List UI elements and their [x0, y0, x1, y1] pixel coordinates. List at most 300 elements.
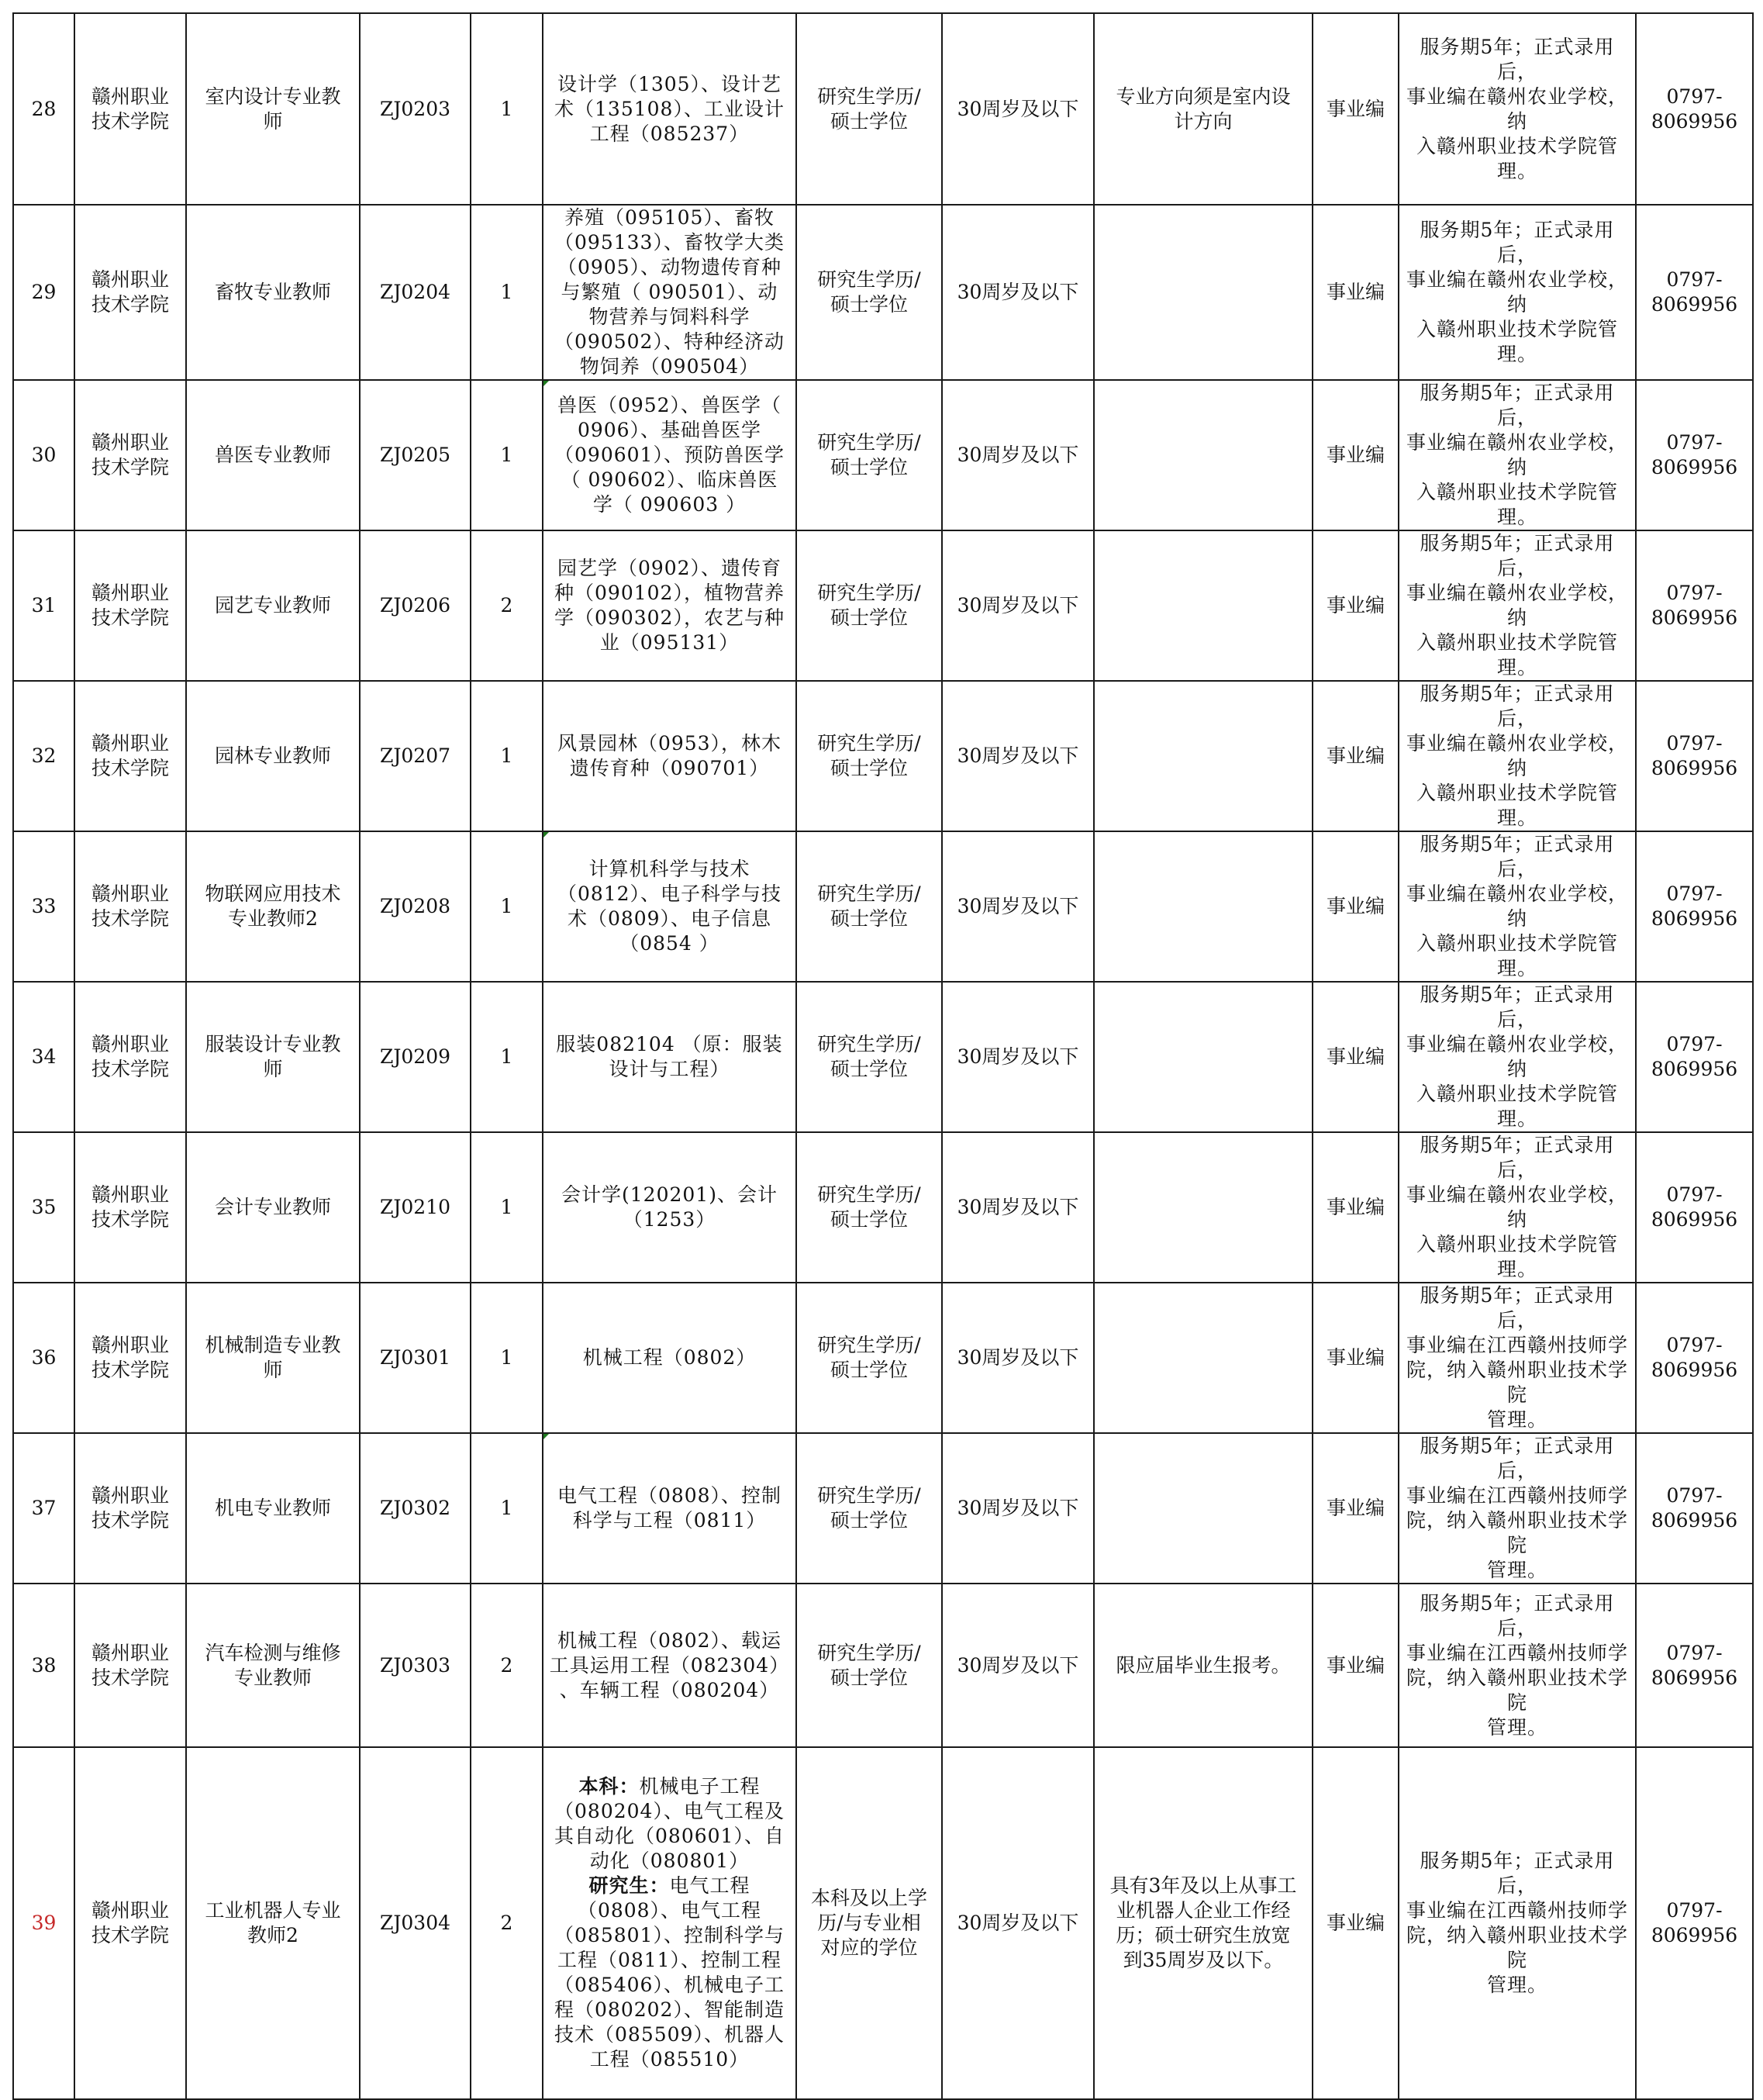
staffing-type-cell: 事业编 — [1313, 1584, 1399, 1747]
major-text: （085801）、控制科学与 — [554, 1924, 785, 1946]
table-row — [13, 1132, 1753, 1283]
staffing-type-cell: 事业编 — [1313, 530, 1399, 681]
row-number-cell: 36 — [13, 1283, 74, 1433]
major-text: 会计学(120201)、会计 — [561, 1183, 778, 1206]
other-requirements-cell — [1094, 380, 1313, 530]
major-line — [548, 418, 791, 443]
post-line: 机械制造专业教 — [205, 1334, 341, 1356]
education-line: 研究生学历/ — [817, 1484, 921, 1507]
remarks-line: 服务期5年；正式录用后， — [1420, 382, 1615, 429]
other-requirements-line: 到35周岁及以下。 — [1123, 1949, 1284, 1971]
table-row — [13, 205, 1753, 380]
major-cell — [543, 831, 796, 982]
major-cell — [543, 530, 796, 681]
phone-line: 8069956 — [1651, 757, 1738, 779]
education-cell — [796, 681, 942, 831]
education-line: 硕士学位 — [830, 907, 908, 930]
other-requirements-cell — [1094, 681, 1313, 831]
phone-cell — [1636, 982, 1753, 1132]
remarks-cell — [1399, 380, 1636, 530]
unit-line: 赣州职业 — [91, 732, 169, 755]
code-cell: ZJ0205 — [360, 380, 471, 530]
unit-cell — [74, 1747, 186, 2099]
phone-cell — [1636, 380, 1753, 530]
major-text: 动化（080801） — [589, 1850, 750, 1872]
major-line — [548, 393, 791, 418]
phone-line: 8069956 — [1651, 1666, 1738, 1689]
major-text: 其自动化（080601）、自 — [554, 1825, 785, 1847]
major-line — [548, 492, 791, 517]
major-line — [548, 907, 791, 931]
unit-line: 赣州职业 — [91, 268, 169, 291]
major-line — [548, 1874, 791, 1898]
phone-line: 8069956 — [1651, 1509, 1738, 1532]
count-cell: 1 — [471, 1433, 543, 1584]
row-number-cell: 39 — [13, 1747, 74, 2099]
count-cell: 1 — [471, 380, 543, 530]
comment-marker-icon — [543, 381, 549, 386]
phone-cell — [1636, 831, 1753, 982]
unit-line: 赣州职业 — [91, 1899, 169, 1922]
education-cell — [796, 13, 942, 205]
post-line: 园林专业教师 — [214, 744, 331, 767]
other-requirements-line: 历；硕士研究生放宽 — [1116, 1924, 1291, 1946]
post-cell — [186, 982, 360, 1132]
unit-line: 技术学院 — [91, 1666, 169, 1689]
major-cell — [543, 380, 796, 530]
unit-cell — [74, 1283, 186, 1433]
remarks-line: 事业编在江西赣州技师学 — [1406, 1484, 1628, 1507]
unit-cell — [74, 982, 186, 1132]
education-line: 硕士学位 — [830, 1666, 908, 1689]
other-requirements-cell — [1094, 1433, 1313, 1584]
education-cell — [796, 831, 942, 982]
post-cell — [186, 1433, 360, 1584]
other-requirements-cell — [1094, 1747, 1313, 2099]
remarks-cell — [1399, 13, 1636, 205]
code-cell: ZJ0204 — [360, 205, 471, 380]
phone-line: 8069956 — [1651, 1058, 1738, 1080]
post-cell — [186, 1132, 360, 1283]
post-line: 专业教师 — [233, 1666, 312, 1689]
phone-line: 0797- — [1666, 85, 1723, 108]
major-line — [548, 1508, 791, 1533]
major-cell — [543, 1283, 796, 1433]
education-line: 硕士学位 — [830, 293, 908, 316]
major-text: 工程（085237） — [589, 122, 750, 145]
phone-line: 8069956 — [1651, 293, 1738, 316]
major-line — [548, 2047, 791, 2072]
age-cell: 30周岁及以下 — [942, 205, 1094, 380]
education-line: 研究生学历/ — [817, 1641, 921, 1664]
staffing-type-cell: 事业编 — [1313, 13, 1399, 205]
major-line — [548, 1923, 791, 1948]
post-line: 机电专业教师 — [214, 1497, 331, 1519]
unit-cell — [74, 681, 186, 831]
count-cell: 2 — [471, 1747, 543, 2099]
count-cell: 1 — [471, 1283, 543, 1433]
post-cell — [186, 13, 360, 205]
code-cell: ZJ0303 — [360, 1584, 471, 1747]
major-text: 物营养与饲料科学 — [588, 306, 750, 328]
major-text: 园艺学（0902）、遗传育 — [557, 557, 782, 579]
unit-line: 赣州职业 — [91, 582, 169, 604]
other-requirements-line: 计方向 — [1174, 109, 1233, 133]
major-line — [548, 280, 791, 305]
education-line: 硕士学位 — [830, 1509, 908, 1532]
remarks-line: 事业编在赣州农业学校，纳 — [1406, 582, 1628, 629]
remarks-cell — [1399, 1433, 1636, 1584]
other-requirements-cell — [1094, 530, 1313, 681]
other-requirements-cell — [1094, 205, 1313, 380]
remarks-line: 管理。 — [1486, 1559, 1547, 1581]
count-cell: 1 — [471, 831, 543, 982]
post-cell — [186, 1747, 360, 2099]
remarks-line: 入赣州职业技术学院管理。 — [1416, 1083, 1618, 1130]
unit-line: 技术学院 — [91, 1058, 169, 1080]
unit-cell — [74, 205, 186, 380]
other-requirements-line: 专业方向须是室内设 — [1116, 85, 1291, 108]
remarks-line: 服务期5年；正式录用后， — [1420, 35, 1615, 83]
remarks-line: 院，纳入赣州职业技术学院 — [1406, 1359, 1628, 1406]
post-cell — [186, 1584, 360, 1747]
code-cell: ZJ0203 — [360, 13, 471, 205]
major-cell — [543, 13, 796, 205]
post-line: 物联网应用技术 — [205, 882, 341, 905]
age-cell: 30周岁及以下 — [942, 831, 1094, 982]
post-line: 工业机器人专业 — [205, 1899, 341, 1922]
remarks-line: 入赣州职业技术学院管理。 — [1416, 318, 1618, 365]
major-text: 机械工程（0802） — [582, 1346, 757, 1369]
major-text: （0808）、电气工程 — [577, 1899, 762, 1922]
unit-cell — [74, 1433, 186, 1584]
major-line — [548, 1799, 791, 1824]
phone-cell — [1636, 530, 1753, 681]
major-line — [548, 1653, 791, 1678]
post-cell — [186, 380, 360, 530]
remarks-line: 事业编在江西赣州技师学 — [1406, 1641, 1628, 1664]
major-line — [548, 2022, 791, 2047]
major-text: 技术（085509）、机器人 — [554, 2023, 785, 2046]
major-text: 工程（0811）、控制工程 — [557, 1949, 782, 1971]
other-requirements-cell — [1094, 982, 1313, 1132]
unit-line: 技术学院 — [91, 907, 169, 930]
major-line — [548, 230, 791, 255]
count-cell: 2 — [471, 1584, 543, 1747]
unit-line: 技术学院 — [91, 293, 169, 316]
major-text: （090601）、预防兽医学 — [554, 444, 785, 466]
major-line — [548, 1345, 791, 1370]
table-row — [13, 1584, 1753, 1747]
education-line: 研究生学历/ — [817, 268, 921, 291]
age-cell: 30周岁及以下 — [942, 982, 1094, 1132]
table-row — [13, 1747, 1753, 2099]
remarks-line: 服务期5年；正式录用后， — [1420, 1134, 1615, 1181]
major-line — [548, 630, 791, 655]
major-line — [548, 1849, 791, 1874]
phone-line: 8069956 — [1651, 456, 1738, 478]
unit-cell — [74, 831, 186, 982]
phone-cell — [1636, 1584, 1753, 1747]
education-cell — [796, 982, 942, 1132]
remarks-cell — [1399, 1584, 1636, 1747]
education-line: 硕士学位 — [830, 1058, 908, 1080]
education-line: 历/与专业相 — [817, 1912, 921, 1934]
remarks-line: 服务期5年；正式录用后， — [1420, 1591, 1615, 1639]
education-line: 本科及以上学 — [810, 1887, 927, 1909]
unit-line: 赣州职业 — [91, 1641, 169, 1664]
phone-cell — [1636, 1433, 1753, 1584]
remarks-cell — [1399, 982, 1636, 1132]
education-line: 研究生学历/ — [817, 882, 921, 905]
staffing-type-cell: 事业编 — [1313, 831, 1399, 982]
major-line — [548, 97, 791, 122]
major-text: 兽医（0952）、兽医学（ — [557, 394, 782, 416]
row-number-cell: 30 — [13, 380, 74, 530]
major-text: 养殖（095105）、畜牧 — [564, 206, 775, 229]
phone-line: 0797- — [1666, 431, 1723, 454]
unit-line: 技术学院 — [91, 1359, 169, 1381]
code-cell: ZJ0208 — [360, 831, 471, 982]
age-cell: 30周岁及以下 — [942, 530, 1094, 681]
post-cell — [186, 831, 360, 982]
major-cell — [543, 1747, 796, 2099]
major-line — [548, 206, 791, 230]
other-requirements-cell — [1094, 1584, 1313, 1747]
phone-line: 0797- — [1666, 1899, 1723, 1922]
post-cell — [186, 205, 360, 380]
row-number-cell: 31 — [13, 530, 74, 681]
unit-line: 赣州职业 — [91, 85, 169, 108]
major-line — [548, 1629, 791, 1653]
unit-line: 技术学院 — [91, 1924, 169, 1946]
major-line — [548, 305, 791, 330]
remarks-cell — [1399, 1283, 1636, 1433]
phone-line: 8069956 — [1651, 1208, 1738, 1231]
major-line — [548, 443, 791, 468]
remarks-line: 服务期5年；正式录用后， — [1420, 833, 1615, 880]
major-text: 遗传育种（090701） — [569, 757, 770, 779]
count-cell: 1 — [471, 205, 543, 380]
age-cell: 30周岁及以下 — [942, 13, 1094, 205]
remarks-line: 事业编在江西赣州技师学 — [1406, 1334, 1628, 1356]
remarks-line: 服务期5年；正式录用后， — [1420, 532, 1615, 579]
code-cell: ZJ0209 — [360, 982, 471, 1132]
table-row — [13, 982, 1753, 1132]
major-text: 工具运用工程（082304） — [549, 1653, 790, 1677]
major-text: 程（080202）、智能制造 — [554, 1998, 785, 2021]
unit-line: 赣州职业 — [91, 431, 169, 454]
phone-cell — [1636, 681, 1753, 831]
education-line: 硕士学位 — [830, 606, 908, 629]
major-heading: 本科： — [578, 1775, 640, 1798]
major-line — [548, 122, 791, 147]
other-requirements-line: 业机器人企业工作经 — [1116, 1899, 1291, 1922]
major-text: 电气工程（0808）、控制 — [557, 1484, 782, 1507]
code-cell: ZJ0304 — [360, 1747, 471, 2099]
remarks-line: 服务期5年；正式录用后， — [1420, 1850, 1615, 1897]
phone-line: 0797- — [1666, 582, 1723, 604]
major-text: 学（090302），农艺与种 — [554, 606, 785, 629]
post-line: 师 — [263, 1359, 283, 1381]
major-text: 电气工程 — [669, 1874, 750, 1897]
major-line — [548, 330, 791, 354]
major-line — [548, 255, 791, 280]
remarks-line: 服务期5年；正式录用后， — [1420, 682, 1615, 730]
major-cell — [543, 205, 796, 380]
staffing-type-cell: 事业编 — [1313, 1433, 1399, 1584]
row-number-cell: 37 — [13, 1433, 74, 1584]
major-text: 机械电子工程 — [639, 1775, 761, 1798]
unit-line: 赣州职业 — [91, 1334, 169, 1356]
table-row — [13, 13, 1753, 205]
remarks-line: 事业编在赣州农业学校，纳 — [1406, 732, 1628, 779]
post-line: 服装设计专业教 — [205, 1033, 341, 1055]
age-cell: 30周岁及以下 — [942, 1747, 1094, 2099]
phone-cell — [1636, 1747, 1753, 2099]
major-text: 与繁殖（ 090501）、动 — [561, 281, 778, 303]
row-number-cell: 34 — [13, 982, 74, 1132]
major-text: 物饲养（090504） — [579, 355, 760, 378]
staffing-type-cell: 事业编 — [1313, 205, 1399, 380]
staffing-type-cell: 事业编 — [1313, 1283, 1399, 1433]
phone-line: 0797- — [1666, 1334, 1723, 1356]
major-text: 风景园林（0953），林木 — [557, 732, 782, 755]
major-line — [548, 1973, 791, 1998]
education-cell — [796, 1584, 942, 1747]
count-cell: 2 — [471, 530, 543, 681]
count-cell: 1 — [471, 681, 543, 831]
staffing-type-cell: 事业编 — [1313, 1747, 1399, 2099]
unit-cell — [74, 1584, 186, 1747]
remarks-line: 事业编在赣州农业学校，纳 — [1406, 431, 1628, 478]
remarks-line: 入赣州职业技术学院管理。 — [1416, 481, 1618, 528]
education-line: 研究生学历/ — [817, 85, 921, 108]
staffing-type-cell: 事业编 — [1313, 380, 1399, 530]
table-row — [13, 380, 1753, 530]
row-number-cell: 33 — [13, 831, 74, 982]
remarks-line: 院，纳入赣州职业技术学院 — [1406, 1924, 1628, 1971]
code-cell: ZJ0210 — [360, 1132, 471, 1283]
major-line — [548, 1678, 791, 1703]
post-line: 兽医专业教师 — [214, 444, 331, 466]
major-cell — [543, 1132, 796, 1283]
table-row — [13, 1433, 1753, 1584]
major-text: （1253） — [623, 1208, 716, 1231]
row-number-cell: 35 — [13, 1132, 74, 1283]
unit-cell — [74, 13, 186, 205]
education-cell — [796, 380, 942, 530]
age-cell: 30周岁及以下 — [942, 380, 1094, 530]
unit-line: 赣州职业 — [91, 882, 169, 905]
phone-line: 0797- — [1666, 1641, 1723, 1664]
major-line — [548, 1483, 791, 1508]
major-text: （080204）、电气工程及 — [554, 1800, 785, 1822]
major-line — [548, 1207, 791, 1232]
major-line — [548, 1774, 791, 1799]
remarks-line: 事业编在江西赣州技师学 — [1406, 1899, 1628, 1922]
post-line: 畜牧专业教师 — [214, 281, 331, 303]
major-text: （085406）、机械电子工 — [554, 1974, 785, 1996]
major-text: （ 090602）、临床兽医 — [561, 468, 778, 491]
phone-line: 8069956 — [1651, 1359, 1738, 1381]
remarks-line: 事业编在赣州农业学校，纳 — [1406, 1183, 1628, 1231]
education-cell — [796, 530, 942, 681]
phone-cell — [1636, 205, 1753, 380]
major-cell — [543, 1433, 796, 1584]
remarks-cell — [1399, 1747, 1636, 2099]
age-cell: 30周岁及以下 — [942, 1433, 1094, 1584]
code-cell: ZJ0207 — [360, 681, 471, 831]
remarks-line: 入赣州职业技术学院管理。 — [1416, 1233, 1618, 1280]
major-text: 学（ 090603 ） — [592, 493, 747, 516]
other-requirements-line: 限应届毕业生报考。 — [1116, 1653, 1291, 1677]
major-text: 种（090102），植物营养 — [554, 582, 785, 604]
remarks-line: 事业编在赣州农业学校，纳 — [1406, 1033, 1628, 1080]
code-cell: ZJ0206 — [360, 530, 471, 681]
major-line — [548, 1057, 791, 1082]
remarks-line: 院，纳入赣州职业技术学院 — [1406, 1509, 1628, 1556]
major-line — [548, 882, 791, 907]
remarks-line: 服务期5年；正式录用后， — [1420, 1435, 1615, 1482]
remarks-line: 服务期5年；正式录用后， — [1420, 1284, 1615, 1331]
other-requirements-line: 具有3年及以上从事工 — [1109, 1874, 1297, 1897]
post-line: 师 — [263, 109, 283, 133]
major-line — [548, 756, 791, 781]
phone-line: 8069956 — [1651, 1924, 1738, 1946]
education-line: 研究生学历/ — [817, 1033, 921, 1055]
phone-line: 0797- — [1666, 732, 1723, 755]
education-cell — [796, 1132, 942, 1283]
remarks-line: 管理。 — [1486, 1408, 1547, 1431]
major-cell — [543, 681, 796, 831]
remarks-line: 服务期5年；正式录用后， — [1420, 983, 1615, 1031]
unit-cell — [74, 380, 186, 530]
phone-line: 8069956 — [1651, 109, 1738, 133]
major-text: 业（095131） — [599, 631, 740, 654]
post-line: 专业教师2 — [228, 907, 318, 930]
education-cell — [796, 1433, 942, 1584]
phone-cell — [1636, 1132, 1753, 1283]
major-line — [548, 581, 791, 606]
row-number-cell: 29 — [13, 205, 74, 380]
education-cell — [796, 205, 942, 380]
phone-cell — [1636, 13, 1753, 205]
phone-line: 0797- — [1666, 882, 1723, 905]
row-number-cell: 28 — [13, 13, 74, 205]
major-line — [548, 1183, 791, 1207]
major-line — [548, 606, 791, 630]
staffing-type-cell: 事业编 — [1313, 681, 1399, 831]
post-cell — [186, 530, 360, 681]
unit-line: 赣州职业 — [91, 1484, 169, 1507]
remarks-cell — [1399, 831, 1636, 982]
table-row — [13, 681, 1753, 831]
major-line — [548, 72, 791, 97]
major-text: （095133）、畜牧学大类 — [554, 231, 785, 254]
major-text: （0854 ） — [619, 932, 719, 955]
education-line: 研究生学历/ — [817, 1183, 921, 1206]
age-cell: 30周岁及以下 — [942, 1283, 1094, 1433]
major-text: 设计与工程） — [609, 1058, 730, 1080]
age-cell: 30周岁及以下 — [942, 1584, 1094, 1747]
staffing-type-cell: 事业编 — [1313, 982, 1399, 1132]
unit-line: 赣州职业 — [91, 1183, 169, 1206]
phone-line: 0797- — [1666, 268, 1723, 291]
other-requirements-cell — [1094, 1132, 1313, 1283]
post-line: 汽车检测与维修 — [205, 1641, 341, 1664]
major-line — [548, 1824, 791, 1849]
